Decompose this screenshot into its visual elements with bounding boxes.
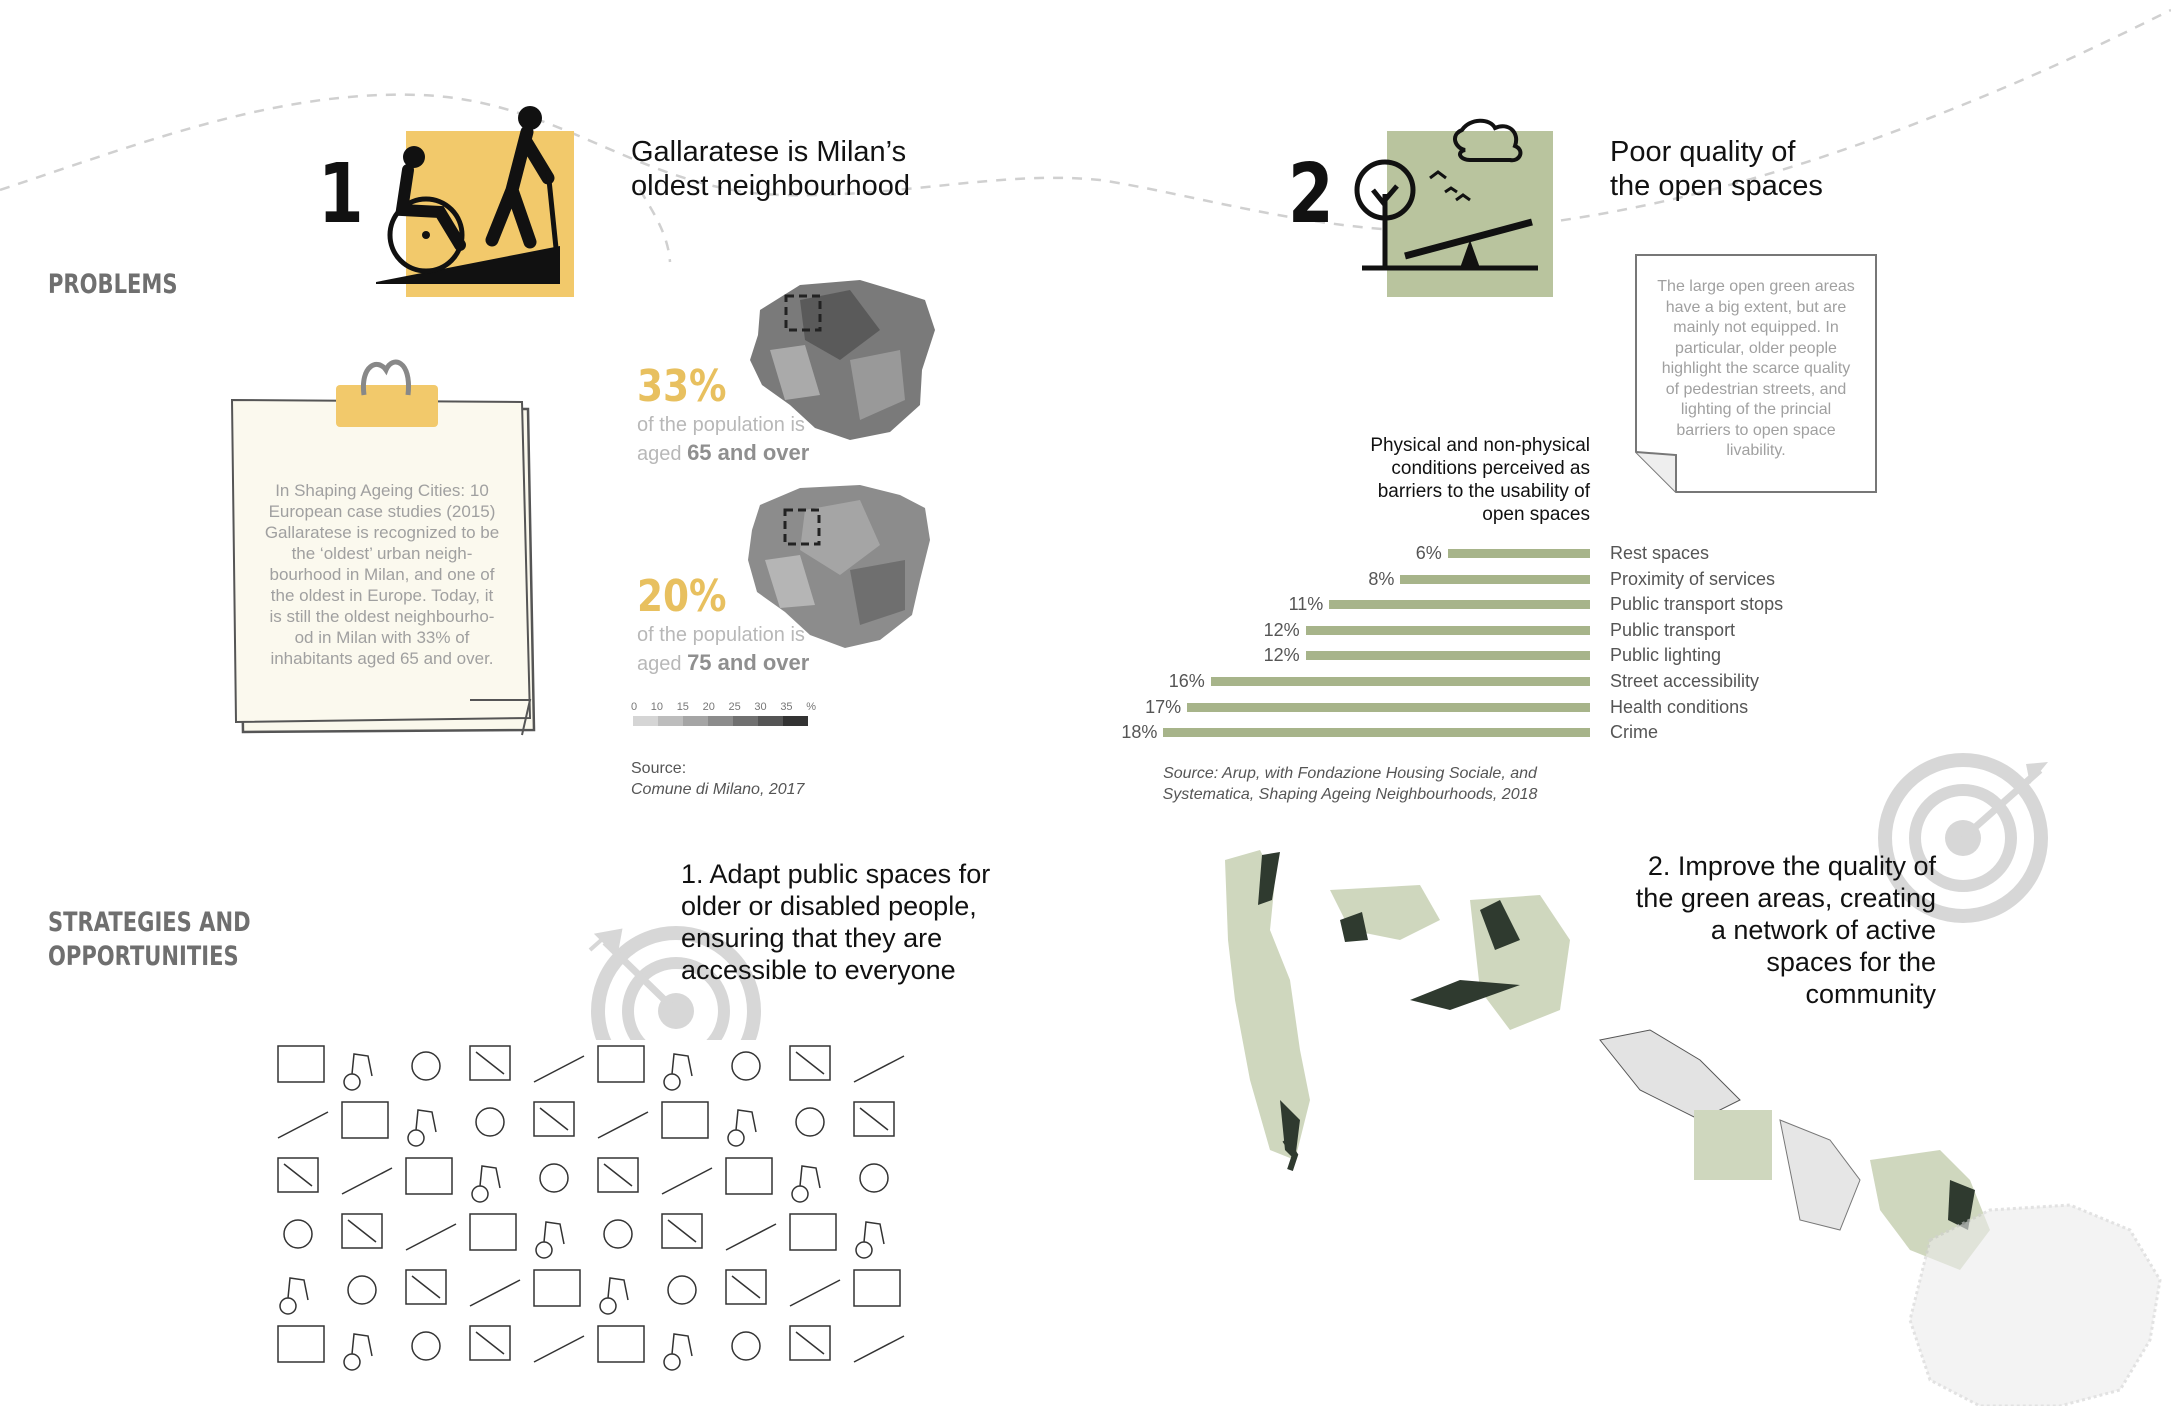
bar	[1306, 651, 1590, 660]
problem-2-title-line1: Poor quality of	[1610, 136, 1796, 168]
strategies-label-line1: STRATEGIES AND	[48, 907, 251, 938]
bar-value-label: 6%	[1415, 543, 1442, 563]
bar	[1306, 626, 1590, 635]
note-line: of pedestrian streets, and	[1665, 380, 1847, 398]
bar-category-label: Public transport stops	[1610, 594, 1784, 615]
chart-title-line: conditions perceived as	[1391, 458, 1590, 479]
strategy-2-line: a network of active	[1710, 915, 1936, 945]
problems-label: PROBLEMS	[48, 269, 178, 300]
problem-2-title	[1610, 135, 1823, 203]
note-line: od in Milan with 33% of	[294, 628, 470, 647]
strategy-2-line: community	[1805, 979, 1936, 1009]
strategies-label	[48, 906, 251, 974]
stat-65	[637, 362, 809, 468]
bar	[1400, 575, 1590, 584]
problem-1-title-line1: Gallaratese is Milan’s	[631, 136, 907, 168]
scale-label: 15	[676, 701, 689, 713]
stat-65-line2: aged 65 and over	[637, 440, 810, 465]
stat-65-value: 33%	[637, 361, 727, 412]
map-legend-scale	[633, 716, 808, 726]
note-line: The large open green areas	[1657, 278, 1855, 295]
bar-value-label: 16%	[1168, 671, 1205, 691]
bar-category-label: Street accessibility	[1610, 671, 1760, 691]
bar-category-label: Rest spaces	[1610, 543, 1710, 563]
scale-label: 30	[754, 701, 767, 713]
strategy-2-line: 2. Improve the quality of	[1647, 851, 1936, 881]
problem-2-number: 2	[1288, 147, 1334, 242]
note-line: Gallaratese is recognized to be	[264, 523, 500, 542]
chart-title-line: Physical and non-physical	[1370, 435, 1590, 456]
strategy-1-line: ensuring that they are	[681, 923, 943, 953]
scale-label: 25	[728, 701, 741, 713]
bar	[1163, 728, 1590, 737]
bar-value-label: 12%	[1263, 619, 1300, 640]
elderly-wheelchair-icon	[376, 106, 574, 297]
scale-label: 35	[780, 701, 793, 713]
chart-title-line: open spaces	[1482, 504, 1590, 525]
problem-1-title	[631, 135, 910, 203]
bar-value-label: 11%	[1288, 594, 1324, 615]
bar-value-label: 17%	[1145, 696, 1182, 717]
bar-category-label: Public lighting	[1610, 645, 1722, 666]
bar-category-label: Health conditions	[1610, 696, 1749, 717]
scale-label: 10	[650, 701, 664, 713]
bar	[1448, 549, 1590, 558]
strategy-1-line: older or disabled people,	[681, 891, 977, 921]
bar-category-label: Public transport	[1610, 619, 1736, 640]
problem-2-note	[1646, 277, 1866, 462]
chart-title-line: barriers to the usability of	[1377, 481, 1590, 502]
scale-label: 20	[702, 701, 715, 713]
problem-1-note	[262, 480, 502, 669]
note-line: highlight the scarce quality	[1661, 360, 1851, 377]
note-line: bourhood in Milan, and one of	[269, 565, 495, 584]
stat-65-line1: of the population is	[637, 414, 805, 436]
strategy-1-line: accessible to everyone	[681, 955, 956, 985]
note-line: the ‘oldest’ urban neigh-	[291, 544, 473, 563]
problem-1-source	[631, 758, 804, 800]
note-line: In Shaping Ageing Cities: 10	[275, 481, 489, 500]
strategy-1	[681, 858, 990, 986]
chart-title	[1280, 434, 1590, 526]
stat-75-line2: aged 75 and over	[637, 650, 810, 675]
strategy-2-line: spaces for the	[1766, 947, 1936, 977]
bar-value-label: 12%	[1263, 645, 1300, 666]
scale-label: 0	[631, 701, 638, 713]
source-label: Source:	[631, 760, 687, 777]
note-line: European case studies (2015)	[268, 502, 496, 521]
bar	[1329, 600, 1590, 609]
bar-value-label: 8%	[1368, 568, 1395, 589]
map-scale-labels	[631, 701, 816, 713]
bar-value-label: 18%	[1121, 722, 1158, 743]
accessibility-drawings	[272, 1040, 912, 1378]
note-line: mainly not equipped. In	[1673, 319, 1839, 336]
note-line: barriers to open space	[1676, 421, 1836, 439]
scale-label: %	[806, 701, 816, 713]
note-line: is still the oldest neighbourho-	[269, 607, 495, 626]
strategies-label-line2: OPPORTUNITIES	[48, 941, 239, 972]
source-line: Source: Arup, with Fondazione Housing Sociale, and	[1163, 765, 1537, 782]
bar	[1187, 703, 1590, 712]
bar	[1211, 677, 1590, 686]
source-line: Systematica, Shaping Ageing Neighbourhoods, 2018	[1162, 786, 1538, 803]
bar-category-label: Crime	[1610, 722, 1658, 743]
park-seesaw-icon	[1357, 121, 1553, 297]
stat-75-value: 20%	[637, 571, 727, 622]
note-line: inhabitants aged 65 and over.	[270, 649, 494, 668]
note-line: have a big extent, but are	[1665, 298, 1847, 316]
note-line: particular, older people	[1675, 339, 1837, 357]
milan-street-map	[1910, 1205, 2160, 1406]
strategy-1-line: 1. Adapt public spaces for	[681, 859, 991, 889]
note-line: lighting of the princial	[1680, 401, 1832, 418]
problem-2-source	[1150, 763, 1550, 805]
strategy-2	[1560, 850, 1936, 1010]
problem-1-number: 1	[318, 147, 364, 242]
stat-75	[637, 572, 809, 678]
source-text: Comune di Milano, 2017	[631, 781, 805, 798]
note-line: livability.	[1726, 442, 1786, 459]
bar-category-label: Proximity of services	[1610, 568, 1776, 589]
stat-75-line1: of the population is	[637, 624, 805, 646]
problem-2-title-line2: the open spaces	[1610, 170, 1823, 202]
strategy-2-line: the green areas, creating	[1635, 883, 1936, 913]
problem-1-title-line2: oldest neighbourhood	[631, 170, 910, 202]
note-line: the oldest in Europe. Today, it	[270, 586, 494, 605]
